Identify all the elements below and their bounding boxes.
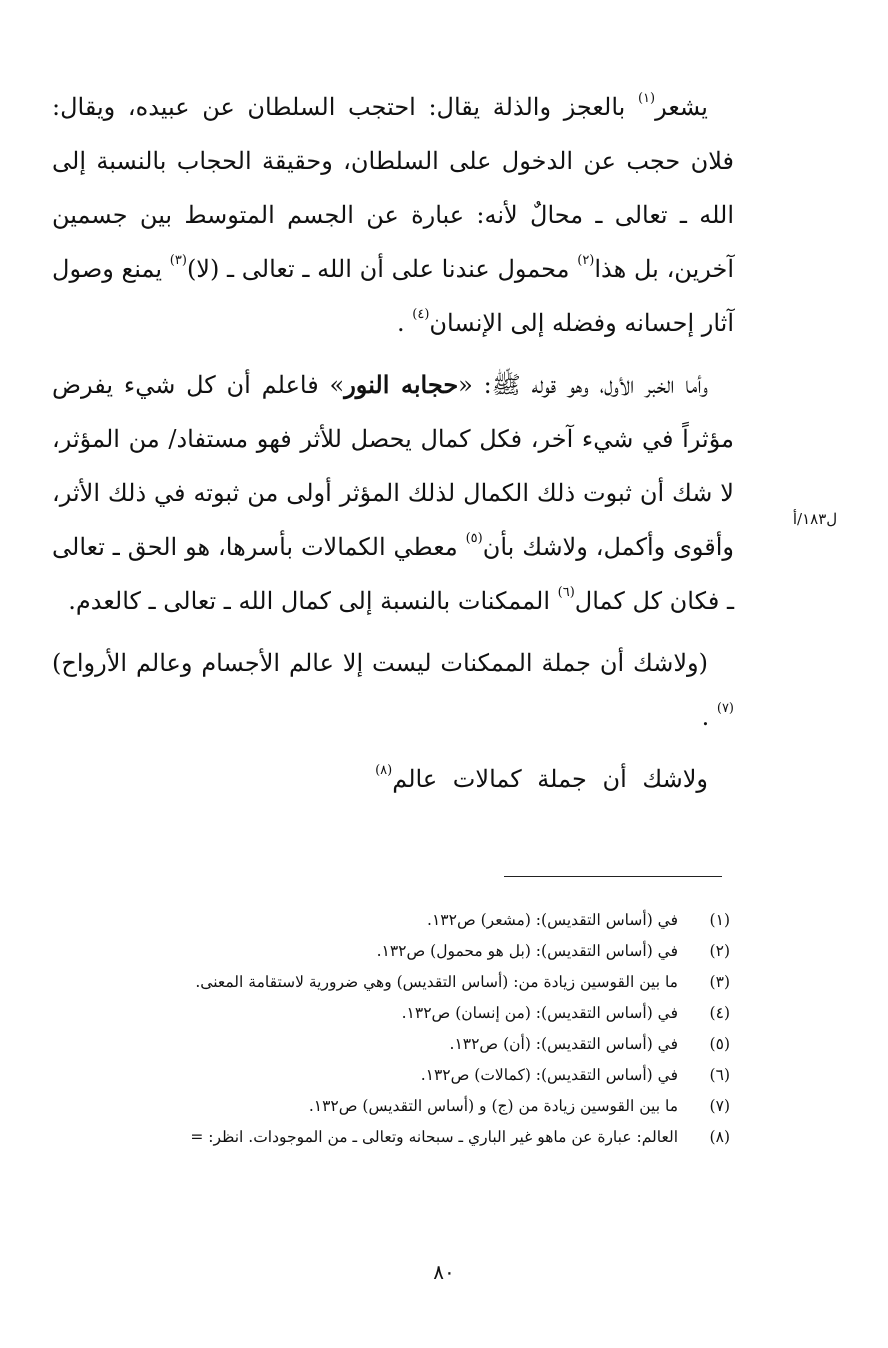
- footnote-item: [40, 967, 730, 998]
- text-run: يمنع وصول آثار إحسانه وفضله إلى الإنسان: [52, 255, 734, 337]
- footnote-number: (١): [709, 911, 730, 929]
- footnote-number: (٦): [709, 1066, 730, 1084]
- footnote-ref-6[interactable]: (٦): [557, 585, 575, 600]
- main-text: [52, 80, 734, 806]
- footnote-item: [40, 1060, 730, 1091]
- footnote-separator: [504, 876, 722, 877]
- paragraph-1: [52, 80, 734, 350]
- footnote-text: في (أساس التقديس): (من إنسان) ص١٣٢.: [401, 1004, 678, 1022]
- text-run: » فاعلم أن كل شيء يفرض مؤثراً في شيء آخر، فكل كمال يحصل للأثر فهو مستفاد/ من المؤثر، لا شك أن ثبوت ذلك الكمال لذلك المؤثر أولى من ثبوته في ذلك الأثر، وأقوى وأكمل، ولاشك بأن: [52, 371, 735, 561]
- text-run: وأما الخبر الأول، وهو قوله ﷺ: «: [458, 371, 708, 399]
- manuscript-folio-note: ل١٨٣/أ: [792, 510, 838, 528]
- page-number: ٨٠: [433, 1260, 455, 1284]
- footnote-number: (٣): [709, 973, 730, 991]
- text-run: (ولاشك أن جملة الممكنات ليست إلا عالم الأجسام وعالم الأرواح): [52, 649, 708, 677]
- hadith-quote: حجابه النور: [344, 370, 459, 399]
- footnote-text: في (أساس التقديس): (أن) ص١٣٢.: [449, 1035, 678, 1053]
- footnote-text: ما بين القوسين زيادة من (ج) و (أساس التقديس) ص١٣٢.: [308, 1097, 678, 1115]
- text-run: معطي الكمالات بأسرها، هو الحق ـ تعالى ـ فكان كل كمال: [52, 533, 734, 615]
- text-run: محمول عندنا على أن الله ـ تعالى ـ (لا): [186, 255, 578, 283]
- footnote-text: ما بين القوسين زيادة من: (أساس التقديس) وهي ضرورية لاستقامة المعنى.: [195, 973, 678, 991]
- paragraph-4: [52, 752, 734, 806]
- footnote-text: في (أساس التقديس): (كمالات) ص١٣٢.: [420, 1066, 678, 1084]
- footnote-ref-4[interactable]: (٤): [412, 307, 430, 322]
- footnote-number: (٨): [709, 1128, 730, 1146]
- footnote-item: [40, 998, 730, 1029]
- footnote-item: [40, 936, 730, 967]
- paragraph-2: [52, 358, 734, 628]
- footnote-item: [40, 1091, 730, 1122]
- footnote-ref-7[interactable]: (٧): [716, 701, 734, 716]
- text-run: .: [701, 703, 717, 731]
- footnote-item: [40, 1029, 730, 1060]
- footnote-ref-2[interactable]: (٢): [577, 253, 595, 268]
- footnote-ref-5[interactable]: (٥): [465, 531, 483, 546]
- footnote-text: العالم: عبارة عن ماهو غير الباري ـ سبحانه وتعالى ـ من الموجودات. انظر: =: [190, 1128, 678, 1146]
- footnote-item: [40, 905, 730, 936]
- footnote-number: (٤): [709, 1004, 730, 1022]
- text-run: يشعر: [655, 93, 708, 121]
- footnote-ref-1[interactable]: (١): [637, 91, 656, 106]
- footnote-number: (٥): [709, 1035, 730, 1053]
- footnote-ref-8[interactable]: (٨): [375, 763, 393, 778]
- footnote-number: (٧): [709, 1097, 730, 1115]
- footnotes-list: [40, 905, 730, 1153]
- footnote-item: [40, 1122, 730, 1153]
- paragraph-3: [52, 636, 734, 744]
- text-run: الممكنات بالنسبة إلى كمال الله ـ تعالى ـ كالعدم.: [68, 587, 558, 615]
- text-run: .: [397, 309, 413, 337]
- text-run: ولاشك أن جملة كمالات عالم: [392, 765, 708, 793]
- footnote-text: في (أساس التقديس): (مشعر) ص١٣٢.: [427, 911, 678, 929]
- footnote-text: في (أساس التقديس): (بل هو محمول) ص١٣٢.: [376, 942, 678, 960]
- text-run: بالعجز والذلة يقال: احتجب السلطان عن عبيده، ويقال: فلان حجب عن الدخول على السلطان، وحقيقة الحجاب بالنسبة إلى الله ـ تعالى ـ محالٌ لأنه: عبارة عن الجسم المتوسط بين جسمين آخرين، بل هذا: [52, 93, 735, 283]
- footnote-ref-3[interactable]: (٣): [169, 253, 187, 268]
- footnote-number: (٢): [709, 942, 730, 960]
